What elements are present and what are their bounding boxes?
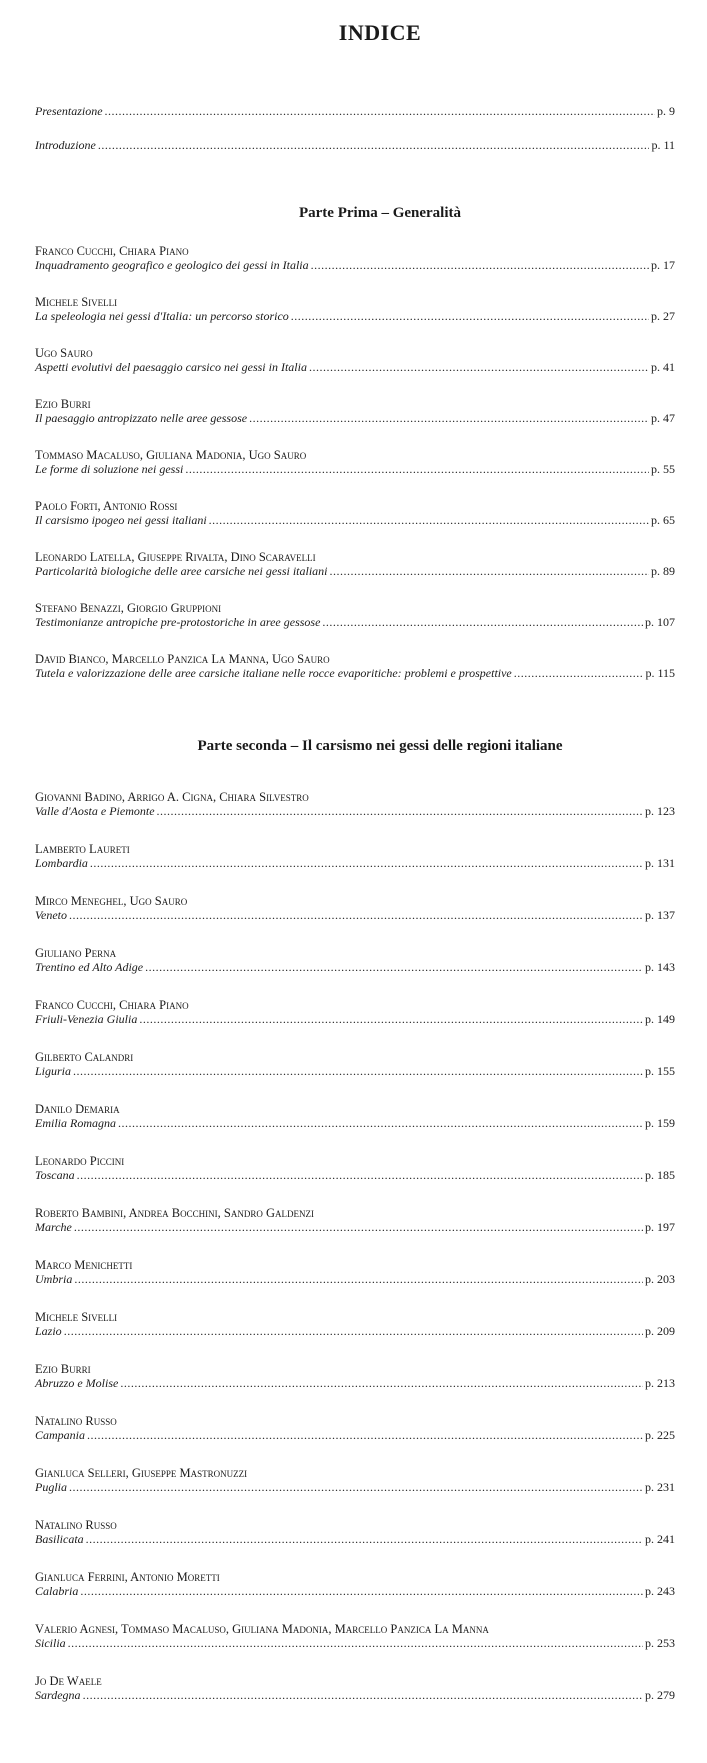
entry-authors: Marco Menichetti <box>35 1258 133 1272</box>
page-number: p. 253 <box>645 1636 675 1650</box>
dot-leader <box>74 1220 643 1234</box>
entry-title: Il paesaggio antropizzato nelle aree gessose <box>35 411 248 425</box>
dot-leader <box>77 1168 643 1182</box>
page-number: p. 149 <box>645 1012 675 1026</box>
entry-title: Le forme di soluzione nei gessi <box>35 462 184 476</box>
dot-leader <box>330 564 650 578</box>
dot-leader <box>80 1584 643 1598</box>
page-number: p. 279 <box>645 1688 675 1702</box>
entry-authors: Valerio Agnesi, Tommaso Macaluso, Giuliana Madonia, Marcello Panzica La Manna <box>35 1622 489 1636</box>
dot-leader <box>185 462 649 476</box>
toc-entry <box>35 499 675 527</box>
entry-title: Veneto <box>35 908 67 922</box>
toc-entry <box>35 652 675 680</box>
page-number: p. 27 <box>651 309 675 323</box>
entry-title: Tutela e valorizzazione delle aree carsiche italiane nelle rocce evaporitiche: problemi e prospettive <box>35 666 512 680</box>
entry-title: Introduzione <box>35 138 96 152</box>
toc-entry <box>35 1518 675 1546</box>
entry-title: Lombardia <box>35 856 88 870</box>
entry-title: Particolarità biologiche delle aree carsiche nei gessi italiani <box>35 564 328 578</box>
entry-authors: Giuliano Perna <box>35 946 117 960</box>
toc-entry <box>35 295 675 323</box>
page-number: p. 137 <box>645 908 675 922</box>
toc-entry <box>35 346 675 374</box>
entry-title: Presentazione <box>35 104 103 118</box>
entry-authors: Giovanni Badino, Arrigo A. Cigna, Chiara Silvestro <box>35 790 309 804</box>
entry-title: Sardegna <box>35 1688 81 1702</box>
dot-leader <box>249 411 649 425</box>
part-two-heading: Parte seconda – Il carsismo nei gessi delle regioni italiane <box>197 738 563 754</box>
dot-leader <box>139 1012 643 1026</box>
entry-title: La speleologia nei gessi d'Italia: un percorso storico <box>35 309 289 323</box>
entry-title: Sicilia <box>35 1636 66 1650</box>
toc-entry <box>35 842 675 870</box>
entry-authors: Ezio Burri <box>35 397 91 411</box>
entry-title: Umbria <box>35 1272 73 1286</box>
entry-title: Marche <box>35 1220 72 1234</box>
page-number: p. 115 <box>645 666 675 680</box>
page-number: p. 41 <box>651 360 675 374</box>
entry-authors: Gilberto Calandri <box>35 1050 134 1064</box>
dot-leader <box>514 666 644 680</box>
entry-authors: Gianluca Ferrini, Antonio Moretti <box>35 1570 220 1584</box>
dot-leader <box>311 258 649 272</box>
entry-authors: Franco Cucchi, Chiara Piano <box>35 998 189 1012</box>
dot-leader <box>64 1324 643 1338</box>
dot-leader <box>291 309 649 323</box>
dot-leader <box>86 1532 643 1546</box>
page-number: p. 89 <box>651 564 675 578</box>
page-number: p. 209 <box>645 1324 675 1338</box>
toc-entry <box>35 1206 675 1234</box>
page-number: p. 185 <box>645 1168 675 1182</box>
entry-title: Abruzzo e Molise <box>35 1376 119 1390</box>
entry-title: Emilia Romagna <box>35 1116 116 1130</box>
toc-entry <box>35 1154 675 1182</box>
entry-title: Trentino ed Alto Adige <box>35 960 144 974</box>
entry-authors: Natalino Russo <box>35 1518 117 1532</box>
toc-entry <box>35 790 675 818</box>
dot-leader <box>145 960 643 974</box>
entry-authors: Stefano Benazzi, Giorgio Gruppioni <box>35 601 222 615</box>
dot-leader <box>209 513 649 527</box>
entry-authors: Ezio Burri <box>35 1362 91 1376</box>
entry-title: Lazio <box>35 1324 62 1338</box>
page-number: p. 9 <box>657 104 675 118</box>
entry-authors: Roberto Bambini, Andrea Bocchini, Sandro Galdenzi <box>35 1206 314 1220</box>
entry-authors: Jo De Waele <box>35 1674 102 1688</box>
entry-authors: Michele Sivelli <box>35 295 118 309</box>
page-number: p. 131 <box>645 856 675 870</box>
entry-authors: Gianluca Selleri, Giuseppe Mastronuzzi <box>35 1466 248 1480</box>
page-number: p. 55 <box>651 462 675 476</box>
entry-title: Il carsismo ipogeo nei gessi italiani <box>35 513 207 527</box>
dot-leader <box>74 1272 643 1286</box>
entry-authors: Natalino Russo <box>35 1414 117 1428</box>
page-number: p. 107 <box>645 615 675 629</box>
page-number: p. 65 <box>651 513 675 527</box>
page-number: p. 159 <box>645 1116 675 1130</box>
dot-leader <box>118 1116 643 1130</box>
page-number: p. 17 <box>651 258 675 272</box>
page-number: p. 11 <box>651 138 675 152</box>
entry-authors: Michele Sivelli <box>35 1310 118 1324</box>
dot-leader <box>69 1480 643 1494</box>
dot-leader <box>309 360 649 374</box>
toc-entry <box>35 1570 675 1598</box>
dot-leader <box>73 1064 643 1078</box>
entry-authors: Danilo Demaria <box>35 1102 120 1116</box>
page-number: p. 241 <box>645 1532 675 1546</box>
dot-leader <box>90 856 643 870</box>
toc-entry <box>35 1466 675 1494</box>
entry-authors: Lamberto Laureti <box>35 842 130 856</box>
entry-authors: Leonardo Latella, Giuseppe Rivalta, Dino Scaravelli <box>35 550 316 564</box>
page-number: p. 231 <box>645 1480 675 1494</box>
entry-title: Liguria <box>35 1064 72 1078</box>
toc-entry <box>35 397 675 425</box>
entry-authors: David Bianco, Marcello Panzica La Manna, Ugo Sauro <box>35 652 330 666</box>
dot-leader <box>157 804 643 818</box>
dot-leader <box>120 1376 643 1390</box>
toc-entry <box>35 244 675 272</box>
dot-leader <box>87 1428 643 1442</box>
toc-entry <box>35 1674 675 1702</box>
dot-leader <box>105 104 655 118</box>
toc-entry <box>35 1622 675 1650</box>
page-number: p. 143 <box>645 960 675 974</box>
entry-authors: Franco Cucchi, Chiara Piano <box>35 244 189 258</box>
page-number: p. 225 <box>645 1428 675 1442</box>
page-number: p. 213 <box>645 1376 675 1390</box>
toc-entry <box>35 946 675 974</box>
page-number: p. 155 <box>645 1064 675 1078</box>
page-title: INDICE <box>338 20 422 45</box>
toc-entry <box>35 1102 675 1130</box>
entry-title: Testimonianze antropiche pre-protostoriche in aree gessose <box>35 615 321 629</box>
page-number: p. 47 <box>651 411 675 425</box>
entry-title: Aspetti evolutivi del paesaggio carsico nei gessi in Italia <box>35 360 307 374</box>
toc-entry <box>35 448 675 476</box>
entry-title: Basilicata <box>35 1532 84 1546</box>
toc-entry-front-0 <box>35 104 675 118</box>
page-number: p. 243 <box>645 1584 675 1598</box>
toc-entry <box>35 1258 675 1286</box>
toc-entry <box>35 894 675 922</box>
dot-leader <box>98 138 650 152</box>
dot-leader <box>83 1688 643 1702</box>
entry-title: Calabria <box>35 1584 79 1598</box>
toc-entry <box>35 1414 675 1442</box>
toc-entry <box>35 1050 675 1078</box>
toc-entry <box>35 998 675 1026</box>
entry-authors: Ugo Sauro <box>35 346 93 360</box>
entry-title: Valle d'Aosta e Piemonte <box>35 804 155 818</box>
page-number: p. 123 <box>645 804 675 818</box>
entry-title: Inquadramento geografico e geologico dei gessi in Italia <box>35 258 309 272</box>
entry-title: Friuli-Venezia Giulia <box>35 1012 138 1026</box>
dot-leader <box>322 615 643 629</box>
page-number: p. 197 <box>645 1220 675 1234</box>
part-one-heading: Parte Prima – Generalità <box>298 205 462 221</box>
page-number: p. 203 <box>645 1272 675 1286</box>
entry-title: Puglia <box>35 1480 67 1494</box>
toc-entry <box>35 601 675 629</box>
dot-leader <box>68 1636 643 1650</box>
entry-title: Campania <box>35 1428 86 1442</box>
entry-authors: Tommaso Macaluso, Giuliana Madonia, Ugo Sauro <box>35 448 307 462</box>
toc-entry <box>35 1310 675 1338</box>
entry-authors: Leonardo Piccini <box>35 1154 125 1168</box>
entry-title: Toscana <box>35 1168 75 1182</box>
toc-entry <box>35 550 675 578</box>
toc-entry-front-1 <box>35 138 675 152</box>
entry-authors: Mirco Meneghel, Ugo Sauro <box>35 894 188 908</box>
dot-leader <box>69 908 643 922</box>
entry-authors: Paolo Forti, Antonio Rossi <box>35 499 178 513</box>
toc-entry <box>35 1362 675 1390</box>
